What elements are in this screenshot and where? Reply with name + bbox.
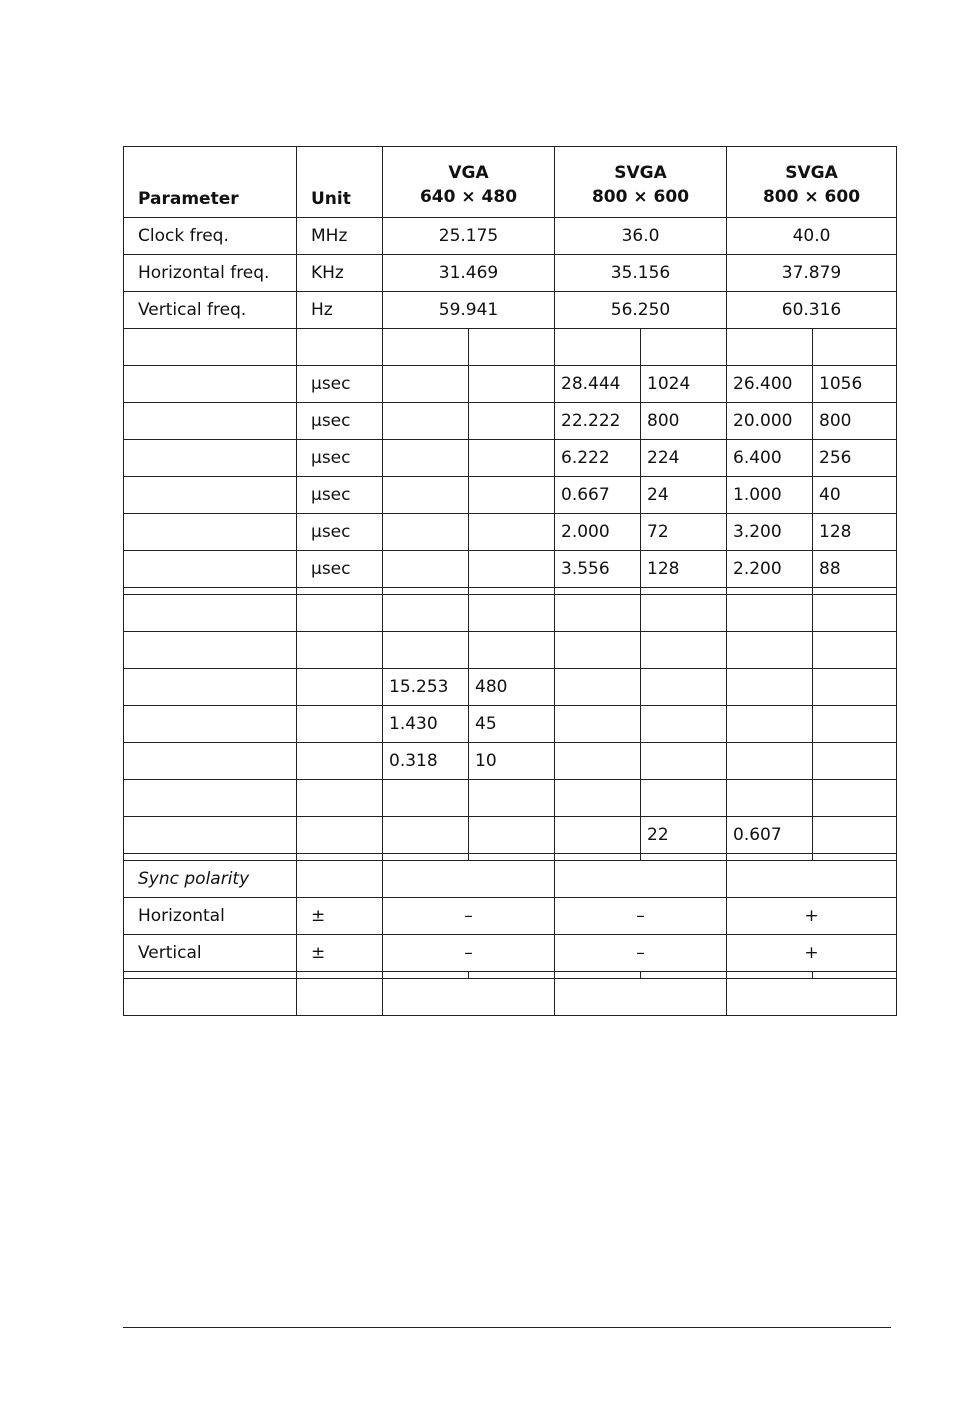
table-cell: Hz	[297, 292, 383, 329]
table-cell	[297, 743, 383, 780]
table-header-row	[124, 147, 897, 218]
table-cell	[641, 780, 727, 817]
table-cell	[727, 329, 813, 366]
table-cell	[297, 861, 383, 898]
table-cell	[555, 972, 641, 979]
table-cell	[727, 632, 813, 669]
table-cell	[555, 595, 641, 632]
table-cell	[124, 854, 297, 861]
table-cell: 31.469	[383, 255, 555, 292]
table-cell: 36.0	[555, 218, 727, 255]
table-cell	[383, 817, 469, 854]
table-cell: 6.400	[727, 440, 813, 477]
table-row	[124, 935, 897, 972]
table-cell	[124, 514, 297, 551]
table-cell	[383, 854, 469, 861]
table-cell	[813, 854, 897, 861]
table-cell: 24	[641, 477, 727, 514]
table-cell: +	[727, 935, 897, 972]
table-cell: µsec	[297, 440, 383, 477]
table-cell	[383, 514, 469, 551]
table-row	[124, 632, 897, 669]
table-row	[124, 218, 897, 255]
table-cell	[813, 780, 897, 817]
table-cell	[727, 972, 813, 979]
table-cell	[727, 979, 897, 1016]
table-cell	[555, 669, 641, 706]
table-cell	[383, 780, 469, 817]
table-cell	[124, 551, 297, 588]
table-cell	[124, 588, 297, 595]
table-cell	[469, 403, 555, 440]
sync-polarity-label: Sync polarity	[124, 861, 297, 898]
table-cell	[124, 979, 297, 1016]
table-cell	[469, 595, 555, 632]
table-cell	[297, 854, 383, 861]
table-cell	[383, 551, 469, 588]
table-cell: 40.0	[727, 218, 897, 255]
table-cell	[727, 854, 813, 861]
table-row	[124, 898, 897, 935]
table-cell: MHz	[297, 218, 383, 255]
table-cell	[813, 595, 897, 632]
table-cell: 20.000	[727, 403, 813, 440]
table-cell: µsec	[297, 477, 383, 514]
table-cell: 22.222	[555, 403, 641, 440]
table-cell: 1.000	[727, 477, 813, 514]
table-cell	[124, 440, 297, 477]
table-row	[124, 366, 897, 403]
table-cell	[469, 854, 555, 861]
table-cell	[383, 979, 555, 1016]
table-cell	[124, 972, 297, 979]
table-cell	[727, 861, 897, 898]
table-cell	[383, 366, 469, 403]
table-divider	[124, 588, 897, 595]
table-cell	[383, 972, 469, 979]
table-cell: 3.556	[555, 551, 641, 588]
table-cell: 128	[641, 551, 727, 588]
table-cell: Vertical freq.	[124, 292, 297, 329]
table-cell	[383, 632, 469, 669]
table-cell	[469, 972, 555, 979]
table-row	[124, 743, 897, 780]
table-divider	[124, 854, 897, 861]
table-row	[124, 979, 897, 1016]
table-cell	[727, 669, 813, 706]
table-cell	[383, 440, 469, 477]
table-cell	[383, 477, 469, 514]
table-cell: 3.200	[727, 514, 813, 551]
table-row	[124, 477, 897, 514]
table-cell	[383, 403, 469, 440]
table-cell	[555, 632, 641, 669]
table-cell: 88	[813, 551, 897, 588]
table-cell: Clock freq.	[124, 218, 297, 255]
table-cell	[727, 706, 813, 743]
table-cell	[469, 780, 555, 817]
table-cell	[813, 329, 897, 366]
table-cell: 256	[813, 440, 897, 477]
table-cell: 800	[813, 403, 897, 440]
table-cell	[383, 595, 469, 632]
table-cell: 10	[469, 743, 555, 780]
table-cell: µsec	[297, 403, 383, 440]
table-cell	[813, 972, 897, 979]
table-cell	[813, 588, 897, 595]
table-cell	[469, 329, 555, 366]
header-parameter: Parameter	[124, 147, 297, 218]
table-row	[124, 292, 897, 329]
table-cell	[124, 632, 297, 669]
table-cell	[727, 780, 813, 817]
table-cell: 2.200	[727, 551, 813, 588]
table-row	[124, 403, 897, 440]
table-cell	[641, 669, 727, 706]
table-cell	[641, 972, 727, 979]
timing-spec-table	[123, 146, 897, 1016]
table-row	[124, 595, 897, 632]
table-cell	[555, 861, 727, 898]
table-cell	[124, 817, 297, 854]
table-cell: 6.222	[555, 440, 641, 477]
table-cell	[727, 743, 813, 780]
table-cell	[297, 329, 383, 366]
table-cell: 40	[813, 477, 897, 514]
table-cell: ±	[297, 935, 383, 972]
table-cell	[727, 588, 813, 595]
table-row	[124, 706, 897, 743]
table-row	[124, 551, 897, 588]
table-cell: 224	[641, 440, 727, 477]
table-cell: 1024	[641, 366, 727, 403]
table-cell: 480	[469, 669, 555, 706]
table-cell	[727, 595, 813, 632]
table-cell: 45	[469, 706, 555, 743]
table-cell: –	[555, 935, 727, 972]
table-cell	[555, 743, 641, 780]
table-cell: 28.444	[555, 366, 641, 403]
table-cell: 0.318	[383, 743, 469, 780]
header-unit: Unit	[297, 147, 383, 218]
table-cell	[124, 706, 297, 743]
table-cell	[469, 632, 555, 669]
table-cell	[555, 979, 727, 1016]
table-cell: 72	[641, 514, 727, 551]
table-cell	[297, 595, 383, 632]
table-cell	[555, 706, 641, 743]
table-cell	[124, 329, 297, 366]
header-mode-svga-2: SVGA 800 × 600	[727, 147, 897, 218]
table-cell: µsec	[297, 514, 383, 551]
table-cell: Horizontal freq.	[124, 255, 297, 292]
table-cell	[469, 366, 555, 403]
table-cell	[813, 706, 897, 743]
table-row	[124, 514, 897, 551]
footer-rule	[123, 1327, 891, 1328]
table-cell	[641, 706, 727, 743]
table-cell: 59.941	[383, 292, 555, 329]
table-cell	[297, 632, 383, 669]
table-divider	[124, 972, 897, 979]
table-cell: 60.316	[727, 292, 897, 329]
table-row	[124, 440, 897, 477]
table-cell	[641, 632, 727, 669]
table-cell	[555, 329, 641, 366]
table-cell: 35.156	[555, 255, 727, 292]
table-cell: 1056	[813, 366, 897, 403]
table-cell: –	[383, 935, 555, 972]
table-cell	[124, 366, 297, 403]
table-cell	[124, 743, 297, 780]
table-cell: ±	[297, 898, 383, 935]
table-cell	[124, 780, 297, 817]
table-cell	[641, 743, 727, 780]
table-cell	[555, 780, 641, 817]
table-cell	[297, 972, 383, 979]
table-cell	[297, 780, 383, 817]
table-cell: 15.253	[383, 669, 469, 706]
table-row	[124, 861, 897, 898]
table-cell: 800	[641, 403, 727, 440]
table-cell	[813, 743, 897, 780]
table-cell: +	[727, 898, 897, 935]
table-cell	[383, 861, 555, 898]
table-cell: 0.667	[555, 477, 641, 514]
table-cell	[469, 440, 555, 477]
table-cell: µsec	[297, 551, 383, 588]
table-cell	[469, 514, 555, 551]
table-cell: Horizontal	[124, 898, 297, 935]
table-cell: Vertical	[124, 935, 297, 972]
table-cell	[297, 979, 383, 1016]
table-cell: KHz	[297, 255, 383, 292]
table-cell: 22	[641, 817, 727, 854]
table-cell	[641, 595, 727, 632]
table-cell	[383, 588, 469, 595]
table-cell	[469, 551, 555, 588]
table-cell: 128	[813, 514, 897, 551]
header-mode-vga: VGA 640 × 480	[383, 147, 555, 218]
table-row	[124, 780, 897, 817]
table-cell	[124, 669, 297, 706]
table-cell	[297, 588, 383, 595]
table-cell: µsec	[297, 366, 383, 403]
table-cell: 56.250	[555, 292, 727, 329]
table-cell	[555, 817, 641, 854]
header-mode-svga-1: SVGA 800 × 600	[555, 147, 727, 218]
table-cell: 2.000	[555, 514, 641, 551]
table-cell: 0.607	[727, 817, 813, 854]
table-cell	[469, 588, 555, 595]
table-cell: 37.879	[727, 255, 897, 292]
table-cell	[813, 817, 897, 854]
table-cell	[641, 588, 727, 595]
table-cell	[124, 595, 297, 632]
table-row	[124, 329, 897, 366]
table-cell: –	[383, 898, 555, 935]
table-cell	[124, 403, 297, 440]
table-cell: 26.400	[727, 366, 813, 403]
table-cell	[383, 329, 469, 366]
table-cell	[813, 669, 897, 706]
table-cell	[297, 817, 383, 854]
table-row	[124, 669, 897, 706]
table-cell	[124, 477, 297, 514]
table-cell: –	[555, 898, 727, 935]
table-cell	[297, 669, 383, 706]
table-row	[124, 817, 897, 854]
table-cell	[555, 854, 641, 861]
table-cell	[469, 477, 555, 514]
table-cell	[555, 588, 641, 595]
table-cell: 25.175	[383, 218, 555, 255]
table-cell	[641, 329, 727, 366]
table-cell	[641, 854, 727, 861]
table-cell	[297, 706, 383, 743]
table-cell: 1.430	[383, 706, 469, 743]
table-cell	[813, 632, 897, 669]
table-row	[124, 255, 897, 292]
table-cell	[469, 817, 555, 854]
